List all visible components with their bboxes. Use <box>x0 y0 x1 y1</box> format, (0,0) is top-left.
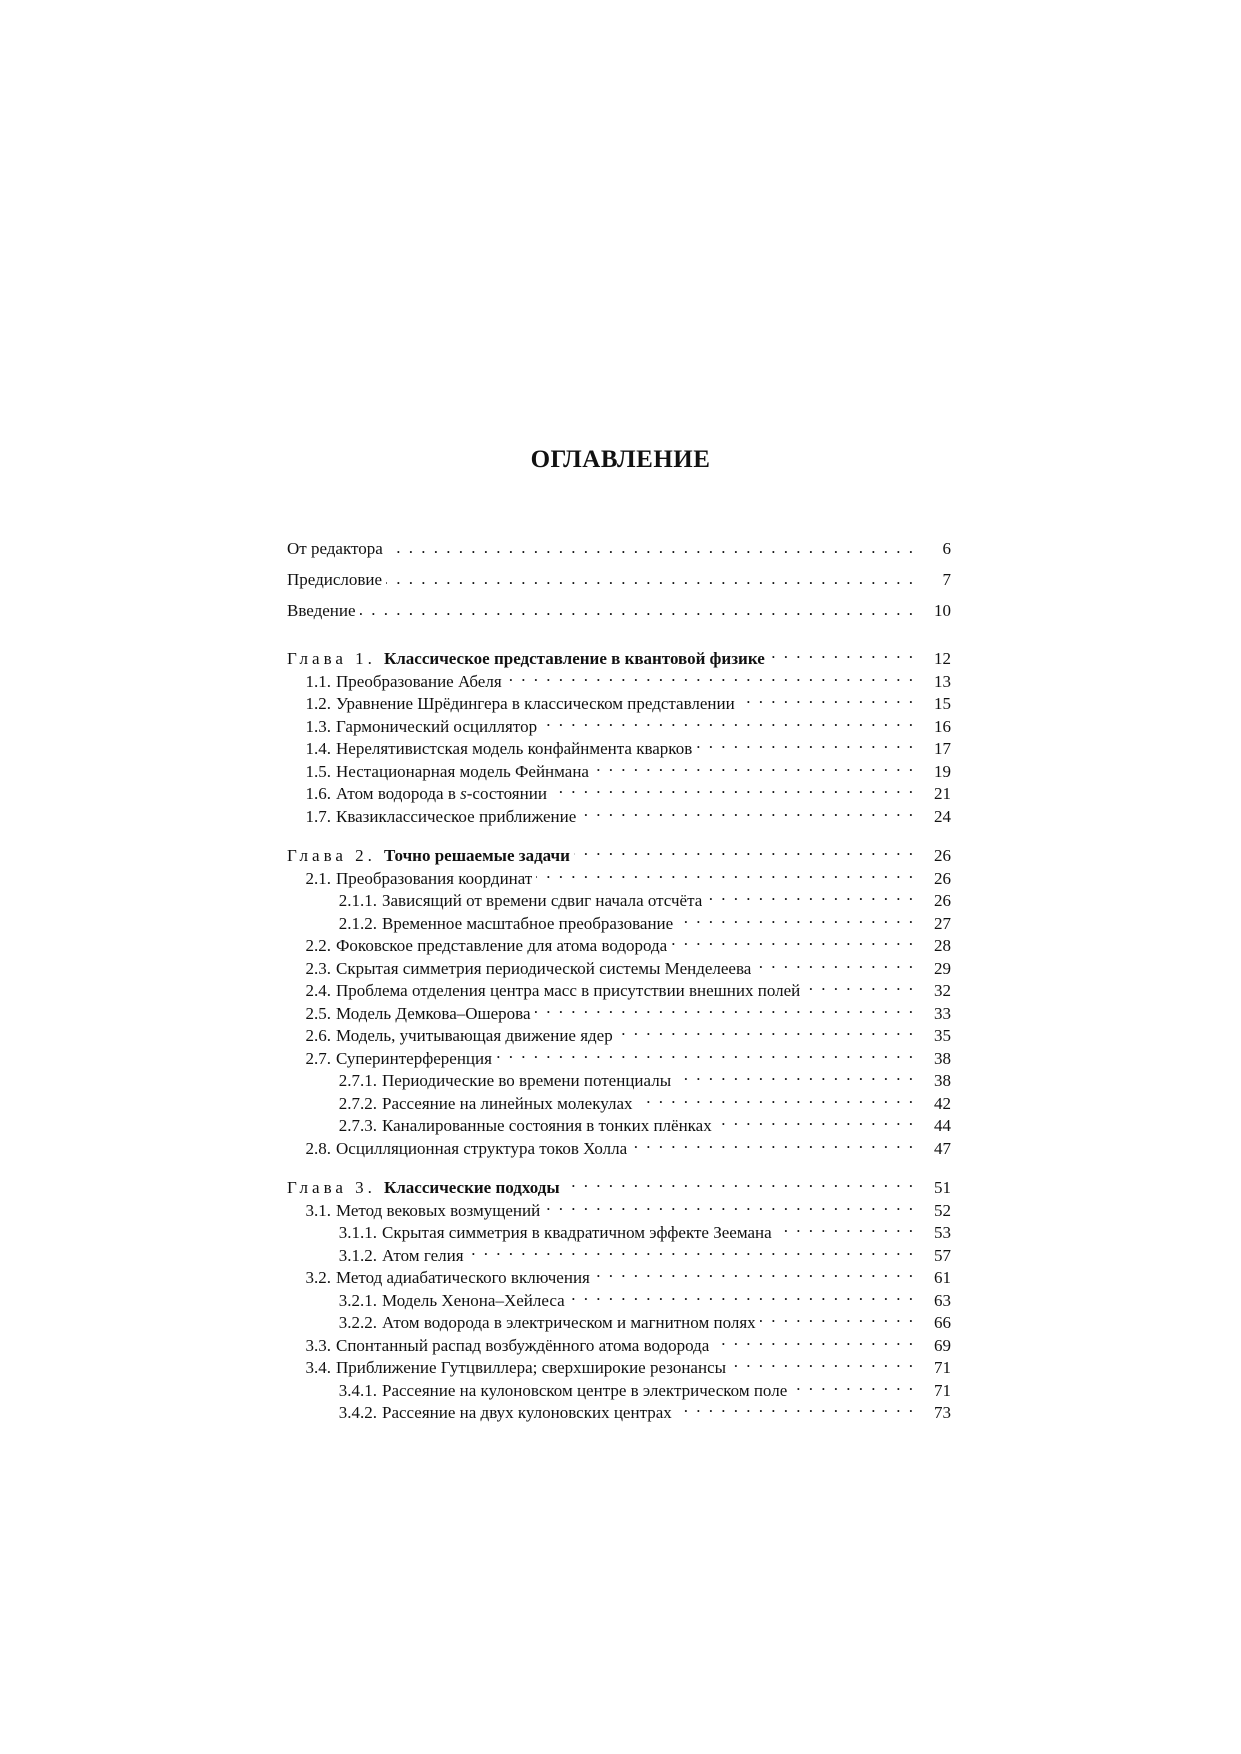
dot-leader <box>506 665 915 687</box>
dot-leader <box>544 1194 915 1216</box>
section-title: Зависящий от времени сдвиг начала отсчёта <box>382 891 703 910</box>
section-title: Атом водорода в электрическом и магнитном полях <box>382 1313 756 1332</box>
chapter-label: Глава 3. <box>287 1178 376 1197</box>
toc-entry-page: 13 <box>934 671 951 691</box>
section-title: Проблема отделения центра масс в присутствии внешних полей <box>336 981 801 1000</box>
dot-leader <box>696 732 915 754</box>
toc-entry-page: 63 <box>934 1290 951 1310</box>
toc-entry-title: Введение <box>287 601 356 620</box>
dot-leader <box>730 1351 915 1373</box>
chapter-label: Глава 1. <box>287 649 376 668</box>
toc-entry-page: 19 <box>934 761 951 781</box>
section-title: Каналированные состояния в тонких плёнках <box>382 1116 712 1135</box>
dot-leader <box>716 1109 915 1131</box>
section-title: Рассеяние на двух кулоновских центрах <box>382 1403 672 1422</box>
toc-entry-page: 61 <box>934 1268 951 1287</box>
toc-chapter-1[interactable] <box>287 642 951 668</box>
section-title: Атом водорода в s-состоянии <box>336 784 547 803</box>
section-number: 2.7.3. <box>338 1116 377 1135</box>
section-number: 1.3. <box>305 716 331 736</box>
section-number: 1.6. <box>305 784 331 803</box>
toc-entry-title: Предисловие <box>287 570 383 589</box>
section-number: 1.2. <box>305 694 331 713</box>
section-title: Метод адиабатического включения <box>336 1268 590 1287</box>
math-symbol: s <box>460 784 467 803</box>
dot-leader <box>631 1132 915 1154</box>
dot-leader <box>569 1284 915 1306</box>
toc-entry-page: 38 <box>934 1071 951 1090</box>
section-title: Преобразование Абеля <box>336 671 502 691</box>
toc-entry-page: 26 <box>934 891 951 910</box>
toc-entry-page: 29 <box>934 958 951 978</box>
toc-entry-introduction[interactable] <box>287 594 951 625</box>
section-number: 3.2. <box>305 1268 331 1287</box>
dot-leader <box>713 1329 915 1351</box>
section-number: 2.5. <box>305 1003 331 1023</box>
section-title: Периодические во времени потенциалы <box>382 1071 672 1090</box>
section-title: Фоковское представление для атома водорода <box>336 936 668 955</box>
chapter-label: Глава 2. <box>287 846 376 865</box>
dot-leader <box>580 800 915 822</box>
toc-entry-page: 21 <box>934 784 951 803</box>
dot-leader <box>769 642 915 664</box>
toc-entry-page: 10 <box>934 601 951 620</box>
section-title: Нестационарная модель Фейнмана <box>336 761 589 781</box>
toc-entry-page: 26 <box>934 846 951 865</box>
section-title: Спонтанный распад возбуждённого атома водорода <box>336 1335 710 1355</box>
dot-leader <box>541 710 915 732</box>
section-number: 2.2. <box>305 936 331 955</box>
section-number: 2.1.2. <box>338 913 377 933</box>
toc-entry-preface[interactable] <box>287 563 951 594</box>
dot-leader <box>593 755 915 777</box>
toc-entry-page: 32 <box>934 981 951 1000</box>
table-of-contents <box>287 532 951 1422</box>
toc-entry-page: 51 <box>934 1178 951 1197</box>
section-title: Осцилляционная структура токов Холла <box>336 1138 628 1158</box>
dot-leader <box>776 1216 915 1238</box>
section-title: Рассеяние на кулоновском центре в электрическом поле <box>382 1380 788 1400</box>
chapter-title: Классические подходы <box>383 1178 560 1197</box>
section-title: Квазиклассическое приближение <box>336 806 577 826</box>
toc-entry-page: 44 <box>934 1116 951 1135</box>
section-title: Временное масштабное преобразование <box>382 913 674 933</box>
section-title: Метод вековых возмущений <box>336 1200 541 1220</box>
dot-leader <box>387 532 915 554</box>
toc-entry-page: 71 <box>934 1380 951 1400</box>
toc-entry-page: 66 <box>934 1313 951 1332</box>
section-number: 3.4. <box>305 1358 331 1377</box>
dot-leader <box>637 1087 915 1109</box>
dot-leader <box>468 1239 915 1261</box>
section-number: 2.7.1. <box>338 1071 377 1090</box>
section-title: Рассеяние на линейных молекулах <box>382 1093 633 1113</box>
dot-leader <box>551 777 915 799</box>
toc-entry-page: 57 <box>934 1245 951 1265</box>
toc-entry-page: 33 <box>934 1003 951 1023</box>
toc-entry-page: 26 <box>934 868 951 888</box>
section-title: Приближение Гутцвиллера; сверхширокие резонансы <box>336 1358 727 1377</box>
section-title: Атом гелия <box>382 1245 464 1265</box>
section-title: Нерелятивистская модель конфайнмента кварков <box>336 739 693 758</box>
section-number: 3.2.1. <box>338 1290 377 1310</box>
section-number: 2.7. <box>305 1048 331 1068</box>
section-number: 1.7. <box>305 806 331 826</box>
section-title: Скрытая симметрия периодической системы Менделеева <box>336 958 752 978</box>
section-number: 1.4. <box>305 739 331 758</box>
dot-leader <box>496 1042 915 1064</box>
section-number: 2.6. <box>305 1026 331 1045</box>
dot-leader <box>594 1261 915 1283</box>
section-number: 1.5. <box>305 761 331 781</box>
page-title: ОГЛАВЛЕНИЕ <box>530 446 711 473</box>
section-number: 3.1.1. <box>338 1223 377 1242</box>
section-number: 3.3. <box>305 1335 331 1355</box>
dot-leader <box>760 1306 915 1328</box>
dot-leader <box>804 974 915 996</box>
section-title: Уравнение Шрёдингера в классическом представлении <box>336 694 735 713</box>
toc-entry-page: 38 <box>934 1048 951 1068</box>
section-title: Гармонический осциллятор <box>336 716 538 736</box>
dot-leader <box>755 952 915 974</box>
toc-entry-page: 47 <box>934 1138 951 1158</box>
section-number: 3.2.2. <box>338 1313 377 1332</box>
section-number: 3.1. <box>305 1200 331 1220</box>
toc-entry-page: 52 <box>934 1200 951 1220</box>
chapter-title: Классическое представление в квантовой физике <box>383 649 765 668</box>
toc-entry-page: 69 <box>934 1335 951 1355</box>
section-number: 2.1. <box>305 868 331 888</box>
toc-entry-title: От редактора <box>287 539 383 558</box>
dot-leader <box>564 1171 915 1193</box>
dot-leader <box>677 907 915 929</box>
dot-leader <box>574 839 915 861</box>
section-title: Скрытая симметрия в квадратичном эффекте Зеемана <box>382 1223 772 1242</box>
section-number: 3.4.1. <box>338 1380 377 1400</box>
toc-entry-page: 24 <box>934 806 951 826</box>
dot-leader <box>706 884 915 906</box>
toc-entry-page: 6 <box>942 539 951 558</box>
dot-leader <box>671 929 915 951</box>
toc-chapter-2[interactable] <box>287 839 951 865</box>
dot-leader <box>360 594 915 616</box>
section-number: 2.4. <box>305 981 331 1000</box>
toc-entry-page: 17 <box>934 739 951 758</box>
toc-entry-page: 15 <box>934 694 951 713</box>
section-number: 2.1.1. <box>338 891 377 910</box>
toc-entry-page: 71 <box>934 1358 951 1377</box>
dot-leader <box>676 1396 915 1418</box>
section-title: Суперинтерференция <box>336 1048 492 1068</box>
dot-leader <box>386 563 915 585</box>
dot-leader <box>791 1374 915 1396</box>
dot-leader <box>536 862 915 884</box>
chapter-title: Точно решаемые задачи <box>383 846 570 865</box>
toc-entry-page: 7 <box>942 570 951 589</box>
toc-entry-page: 16 <box>934 716 951 736</box>
dot-leader <box>617 1019 915 1041</box>
section-title: Модель Хенона–Хейлеса <box>382 1290 565 1310</box>
section-title: Модель Демкова–Ошерова <box>336 1003 531 1023</box>
section-number: 2.7.2. <box>338 1093 377 1113</box>
section-title: Преобразования координат <box>336 868 533 888</box>
toc-entry-page: 42 <box>934 1093 951 1113</box>
toc-entry-page: 73 <box>934 1403 951 1422</box>
dot-leader <box>535 997 916 1019</box>
toc-entry-page: 53 <box>934 1223 951 1242</box>
dot-leader <box>675 1064 915 1086</box>
toc-entry-page: 27 <box>934 913 951 933</box>
section-title: Модель, учитывающая движение ядер <box>336 1026 613 1045</box>
toc-entry-page: 35 <box>934 1026 951 1045</box>
toc-entry-page: 28 <box>934 936 951 955</box>
section-number: 1.1. <box>305 671 331 691</box>
dot-leader <box>739 687 915 709</box>
toc-entry-editor-note[interactable] <box>287 532 951 563</box>
section-number: 3.4.2. <box>338 1403 377 1422</box>
toc-chapter-3[interactable] <box>287 1171 951 1197</box>
section-number: 2.8. <box>305 1138 331 1158</box>
section-number: 3.1.2. <box>338 1245 377 1265</box>
toc-entry-page: 12 <box>934 649 951 668</box>
section-number: 2.3. <box>305 958 331 978</box>
